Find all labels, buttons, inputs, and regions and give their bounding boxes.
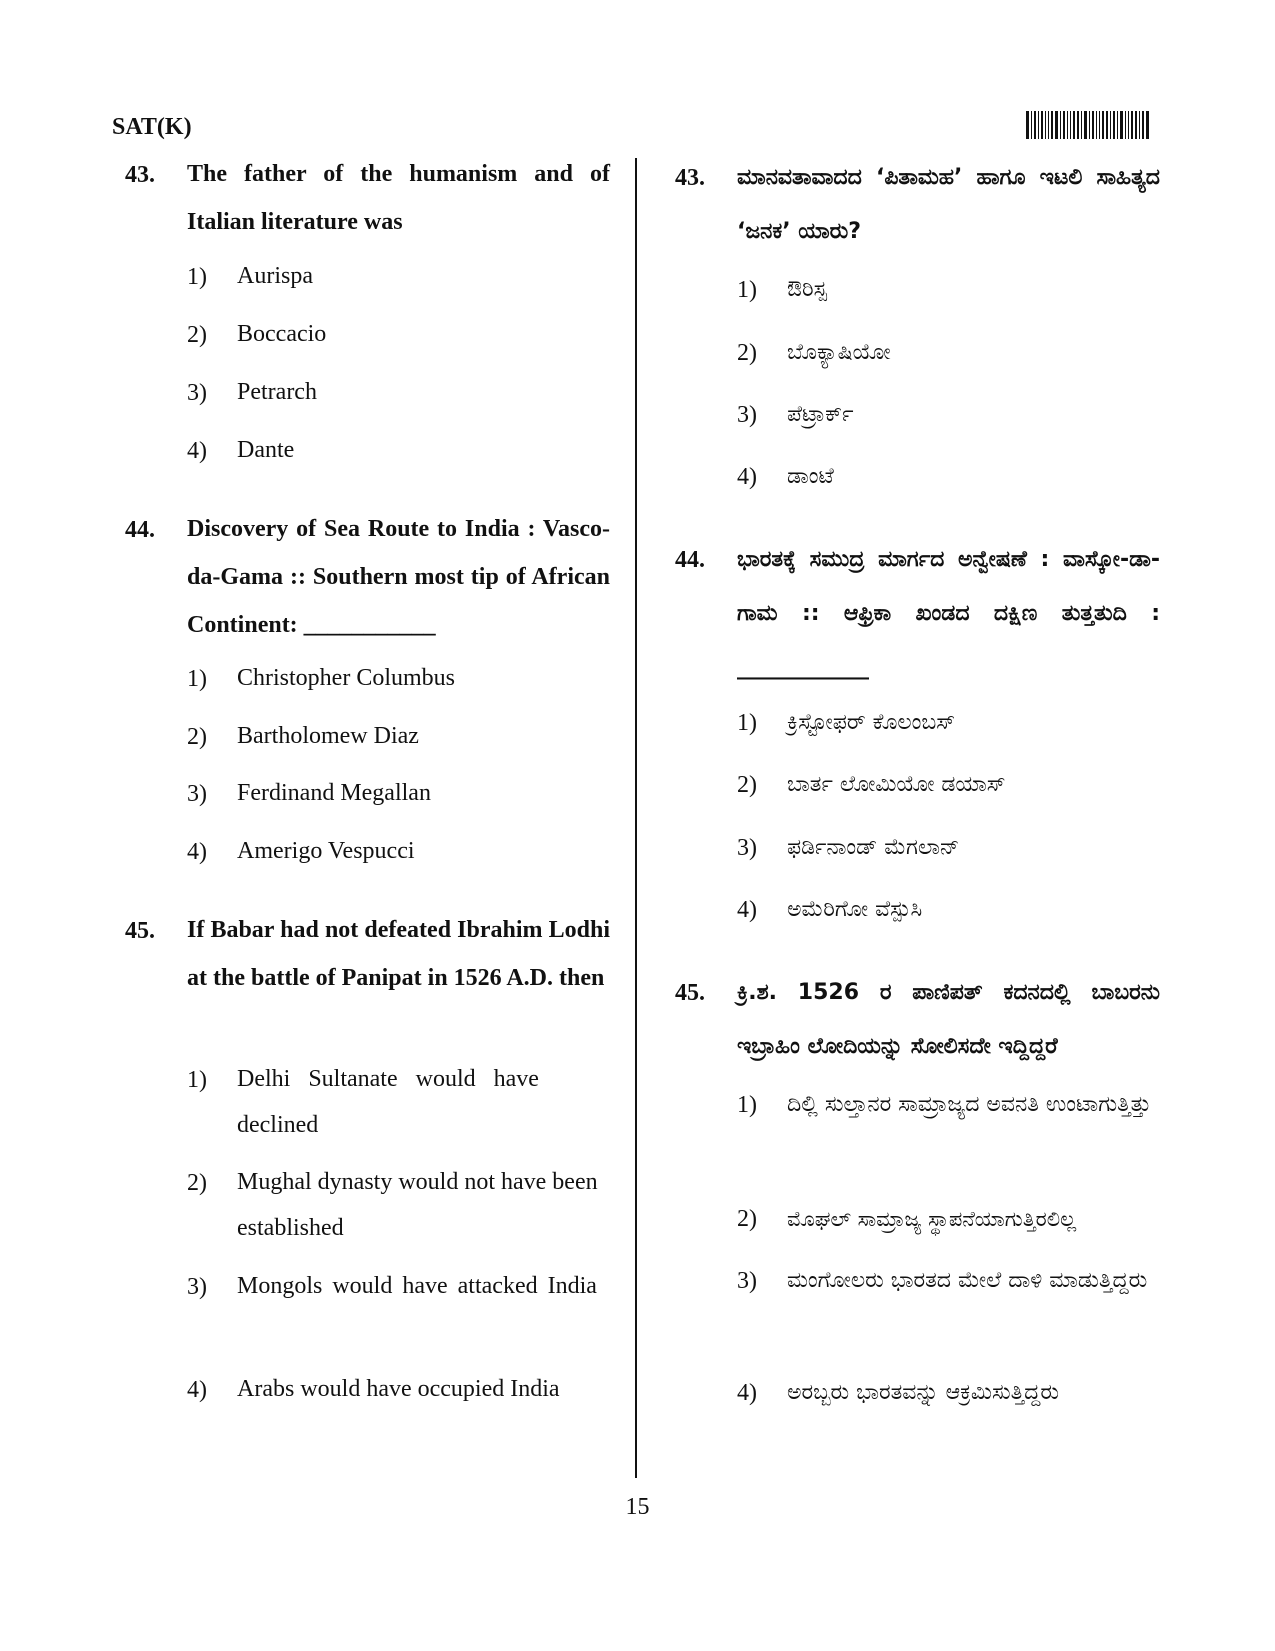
question-text: If Babar had not defeated Ibrahim Lodhi at the battle of Panipat in 1526 A.D. then xyxy=(187,917,610,991)
question-text: The father of the humanism and of Italian literature was xyxy=(187,161,610,235)
barcode-icon xyxy=(1026,111,1151,139)
question-text: ಮಾನವತಾವಾದದ ‘ಪಿತಾಮಹ’ ಹಾಗೂ ಇಟಲಿ ಸಾಹಿತ್ಯದ ‘ಜನಕ’ ಯಾರು? xyxy=(737,165,1160,244)
option-number: 3) xyxy=(737,402,757,428)
option-text: Boccacio xyxy=(237,321,327,347)
option-text: Ferdinand Megallan xyxy=(237,780,431,806)
option-number: 1) xyxy=(737,710,757,736)
option-number: 3) xyxy=(187,781,207,807)
page-number: 15 xyxy=(625,1494,650,1520)
option-text: Delhi Sultanate would have declined xyxy=(237,1066,539,1138)
option-text: ಅರಬ್ಬರು ಭಾರತವನ್ನು ಆಕ್ರಮಿಸುತ್ತಿದ್ದರು xyxy=(787,1380,1060,1405)
option-number: 1) xyxy=(187,264,207,290)
question-text: ಕ್ರಿ.ಶ. 1526 ರ ಪಾಣಿಪತ್ ಕದನದಲ್ಲಿ ಬಾಬರನು ಇಬ್ರಾಹಿಂ ಲೋದಿಯನ್ನು ಸೋಲಿಸದೇ ಇದ್ದಿದ್ದರೆ xyxy=(737,980,1160,1059)
option-number: 1) xyxy=(737,1092,757,1118)
option-text: ಬಾರ್ತ ಲೋಮಿಯೋ ಡಯಾಸ್ xyxy=(787,772,1006,797)
option-number: 4) xyxy=(187,1377,207,1403)
option-text: ಔರಿಸ್ಪ xyxy=(787,277,827,302)
option-text: Amerigo Vespucci xyxy=(237,838,415,864)
option-number: 3) xyxy=(187,1274,207,1300)
option-text: Petrarch xyxy=(237,379,317,405)
option-number: 2) xyxy=(187,322,207,348)
question-number: 45. xyxy=(125,918,155,944)
option-text: ಕ್ರಿಸ್ಟೋಫರ್ ಕೊಲಂಬಸ್ xyxy=(787,710,956,735)
option-number: 2) xyxy=(737,340,757,366)
option-number: 4) xyxy=(737,1380,757,1406)
option-text: ಮೊಘಲ್ ಸಾಮ್ರಾಜ್ಯ ಸ್ಥಾಪನೆಯಾಗುತ್ತಿರಲಿಲ್ಲ xyxy=(787,1207,1077,1231)
option-text: Mughal dynasty would not have been established xyxy=(237,1169,598,1241)
question-number: 44. xyxy=(675,547,705,573)
option-number: 2) xyxy=(737,1206,757,1232)
exam-code: SAT(K) xyxy=(112,114,192,140)
option-text: Mongols would have attacked India xyxy=(237,1273,597,1299)
option-number: 3) xyxy=(737,1268,757,1294)
question-number: 43. xyxy=(125,162,155,188)
question-number: 44. xyxy=(125,517,155,543)
option-number: 4) xyxy=(187,839,207,865)
option-number: 4) xyxy=(737,464,757,490)
option-text: ಬೊಕ್ಯಾಷಿಯೋ xyxy=(787,340,891,365)
option-number: 2) xyxy=(187,724,207,750)
option-number: 1) xyxy=(187,666,207,692)
option-text: ಡಾಂಟೆ xyxy=(787,464,834,489)
option-text: ಫರ್ಡಿನಾಂಡ್ ಮೆಗಲಾನ್ xyxy=(787,835,960,860)
option-text: ಮಂಗೋಲರು ಭಾರತದ ಮೇಲೆ ದಾಳಿ ಮಾಡುತ್ತಿದ್ದರು xyxy=(787,1268,1148,1293)
option-text: Christopher Columbus xyxy=(237,665,456,691)
option-number: 2) xyxy=(187,1170,207,1196)
question-number: 43. xyxy=(675,165,705,191)
option-text: Bartholomew Diaz xyxy=(237,723,419,749)
option-number: 4) xyxy=(737,897,757,923)
option-number: 4) xyxy=(187,438,207,464)
option-text: Aurispa xyxy=(237,263,313,289)
option-text: ಪೆಟ್ರಾರ್ಕ್ xyxy=(787,402,854,427)
question-text: Discovery of Sea Route to India : Vasco-da-Gama :: Southern most tip of African Continent: ___________ xyxy=(187,516,610,638)
option-number: 3) xyxy=(187,380,207,406)
option-text: Dante xyxy=(237,437,295,463)
question-number: 45. xyxy=(675,980,705,1006)
option-text: Arabs would have occupied India xyxy=(237,1376,560,1402)
option-number: 2) xyxy=(737,772,757,798)
option-number: 3) xyxy=(737,835,757,861)
option-text: ಅಮೆರಿಗೋ ವೆಸ್ಪುಸಿ xyxy=(787,897,923,922)
column-divider xyxy=(635,158,637,1478)
option-text: ದಿಲ್ಲಿ ಸುಲ್ತಾನರ ಸಾಮ್ರಾಜ್ಯದ ಅವನತಿ ಉಂಟಾಗುತ್ತಿತ್ತು xyxy=(787,1092,1152,1117)
option-number: 1) xyxy=(187,1067,207,1093)
option-number: 1) xyxy=(737,277,757,303)
question-text: ಭಾರತಕ್ಕೆ ಸಮುದ್ರ ಮಾರ್ಗದ ಅನ್ವೇಷಣೆ : ವಾಸ್ಕೋ-ಡಾ-ಗಾಮ :: ಆಫ್ರಿಕಾ ಖಂಡದ ದಕ್ಷಿಣ ತುತ್ತತುದಿ : ____________ xyxy=(737,547,1160,680)
